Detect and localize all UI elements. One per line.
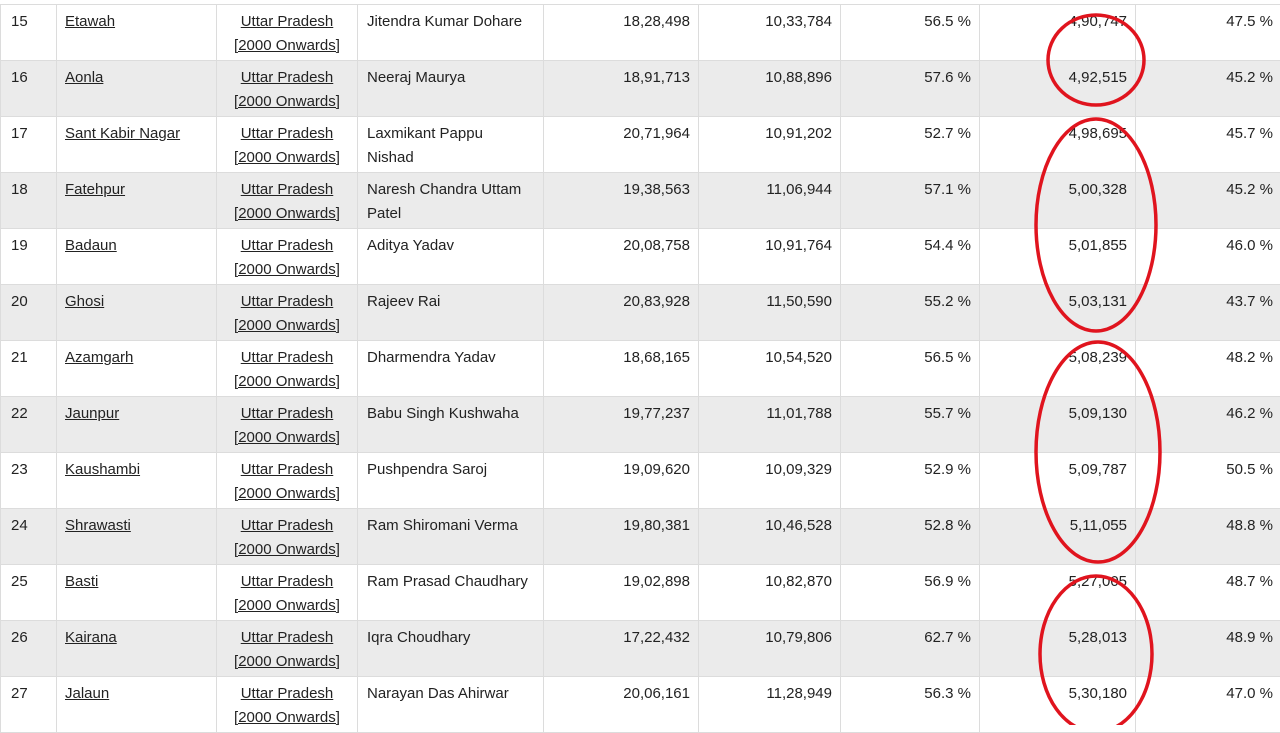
electors: 20,71,964 (544, 117, 698, 146)
rank-cell (1, 397, 57, 453)
state-link[interactable] (234, 685, 340, 726)
state-link[interactable] (234, 349, 340, 390)
table-row (1, 509, 1280, 565)
electors-cell (544, 285, 699, 341)
constituency-cell (57, 229, 217, 285)
voters: 10,79,806 (699, 621, 840, 650)
rank-cell (1, 229, 57, 285)
constituency-cell (57, 117, 217, 173)
electors-cell (544, 61, 699, 117)
voters: 10,33,784 (699, 5, 840, 34)
turnout: 56.5 % (841, 5, 979, 34)
rank-cell (1, 117, 57, 173)
electors-cell (544, 565, 699, 621)
vote-share-cell (1136, 173, 1280, 229)
turnout: 54.4 % (841, 229, 979, 258)
state-name: Uttar Pradesh (241, 125, 334, 142)
margin: 4,90,747 (980, 5, 1135, 34)
vote-share: 47.0 % (1136, 677, 1280, 706)
margin: 5,09,130 (980, 397, 1135, 426)
rank-cell (1, 677, 57, 733)
voters: 10,91,764 (699, 229, 840, 258)
mp-cell (358, 397, 544, 453)
turnout-cell (841, 285, 980, 341)
turnout-cell (841, 173, 980, 229)
mp-name-line: Aditya Yadav (367, 234, 535, 258)
mp-cell (358, 61, 544, 117)
mp-name (358, 5, 543, 34)
rank-cell (1, 61, 57, 117)
voters: 10,82,870 (699, 565, 840, 594)
margin: 5,28,013 (980, 621, 1135, 650)
electors-cell (544, 397, 699, 453)
constituency-link[interactable]: Aonla (65, 69, 103, 86)
table-row (1, 61, 1280, 117)
table-row (1, 397, 1280, 453)
electors-cell (544, 117, 699, 173)
mp-name-line: Pushpendra Saroj (367, 458, 535, 482)
electors: 18,91,713 (544, 61, 698, 90)
electors: 18,68,165 (544, 341, 698, 370)
rank-cell (1, 341, 57, 397)
table-body (1, 5, 1280, 733)
vote-share-cell (1136, 61, 1280, 117)
voters-cell (699, 621, 841, 677)
electors: 19,38,563 (544, 173, 698, 202)
turnout-cell (841, 5, 980, 61)
voters-cell (699, 173, 841, 229)
turnout-cell (841, 117, 980, 173)
table-row (1, 341, 1280, 397)
margin-cell (980, 397, 1136, 453)
turnout-cell (841, 397, 980, 453)
constituency-link[interactable]: Shrawasti (65, 517, 131, 534)
mp-name (358, 61, 543, 90)
rank-cell (1, 565, 57, 621)
state-name: Uttar Pradesh (241, 293, 334, 310)
turnout: 52.7 % (841, 117, 979, 146)
mp-name (358, 565, 543, 594)
state-name: Uttar Pradesh (241, 517, 334, 534)
table-row (1, 565, 1280, 621)
state-period: [2000 Onwards] (234, 93, 340, 110)
voters-cell (699, 341, 841, 397)
vote-share-cell (1136, 453, 1280, 509)
rank: 24 (1, 509, 56, 538)
mp-name (358, 621, 543, 650)
constituency-link[interactable]: Etawah (65, 13, 115, 30)
voters: 11,06,944 (699, 173, 840, 202)
electors-cell (544, 173, 699, 229)
vote-share-cell (1136, 509, 1280, 565)
electors-cell (544, 341, 699, 397)
electors-cell (544, 677, 699, 733)
turnout-cell (841, 565, 980, 621)
state-period: [2000 Onwards] (234, 597, 340, 614)
constituency-link[interactable]: Azamgarh (65, 349, 133, 366)
vote-share-cell (1136, 5, 1280, 61)
constituency-cell (57, 565, 217, 621)
state-period: [2000 Onwards] (234, 149, 340, 166)
turnout-cell (841, 509, 980, 565)
state-link[interactable] (234, 69, 340, 110)
state-link[interactable] (234, 517, 340, 558)
state-cell (217, 453, 358, 509)
turnout: 56.5 % (841, 341, 979, 370)
voters: 10,09,329 (699, 453, 840, 482)
margin: 5,11,055 (980, 509, 1135, 538)
table-row (1, 117, 1280, 173)
state-cell (217, 117, 358, 173)
electors-cell (544, 229, 699, 285)
turnout-cell (841, 621, 980, 677)
mp-name-line: Ram Prasad Chaudhary (367, 570, 535, 594)
rank: 18 (1, 173, 56, 202)
margin: 4,98,695 (980, 117, 1135, 146)
voters: 11,28,949 (699, 677, 840, 706)
constituency-link[interactable]: Fatehpur (65, 181, 125, 198)
margin-cell (980, 677, 1136, 733)
state-period: [2000 Onwards] (234, 541, 340, 558)
rank: 20 (1, 285, 56, 314)
constituency-cell (57, 173, 217, 229)
mp-name (358, 453, 543, 482)
mp-cell (358, 117, 544, 173)
mp-cell (358, 509, 544, 565)
state-name: Uttar Pradesh (241, 685, 334, 702)
rank: 16 (1, 61, 56, 90)
mp-name (358, 677, 543, 706)
constituency-link[interactable]: Kaushambi (65, 461, 140, 478)
voters: 10,54,520 (699, 341, 840, 370)
electors: 19,80,381 (544, 509, 698, 538)
constituency-cell (57, 285, 217, 341)
rank: 17 (1, 117, 56, 146)
margin: 5,09,787 (980, 453, 1135, 482)
vote-share: 48.2 % (1136, 341, 1280, 370)
constituency-cell (57, 509, 217, 565)
vote-share: 46.0 % (1136, 229, 1280, 258)
state-link[interactable] (234, 629, 340, 670)
voters-cell (699, 565, 841, 621)
voters: 11,50,590 (699, 285, 840, 314)
state-period: [2000 Onwards] (234, 429, 340, 446)
table-row (1, 173, 1280, 229)
margin-cell (980, 61, 1136, 117)
turnout: 62.7 % (841, 621, 979, 650)
rank-cell (1, 173, 57, 229)
electors: 19,09,620 (544, 453, 698, 482)
turnout: 52.9 % (841, 453, 979, 482)
margin-cell (980, 565, 1136, 621)
constituency-cell (57, 61, 217, 117)
vote-share-cell (1136, 285, 1280, 341)
constituency-cell (57, 453, 217, 509)
rank: 26 (1, 621, 56, 650)
voters-cell (699, 677, 841, 733)
state-name: Uttar Pradesh (241, 237, 334, 254)
state-period: [2000 Onwards] (234, 653, 340, 670)
mp-cell (358, 229, 544, 285)
rank: 22 (1, 397, 56, 426)
mp-name-line: Naresh Chandra Uttam (367, 178, 535, 202)
margin-cell (980, 453, 1136, 509)
vote-share: 48.9 % (1136, 621, 1280, 650)
state-period: [2000 Onwards] (234, 317, 340, 334)
state-period: [2000 Onwards] (234, 261, 340, 278)
turnout-cell (841, 341, 980, 397)
vote-share: 43.7 % (1136, 285, 1280, 314)
constituency-cell (57, 677, 217, 733)
mp-name (358, 173, 543, 226)
mp-cell (358, 173, 544, 229)
table-row (1, 677, 1280, 733)
table-row (1, 5, 1280, 61)
mp-name-line: Babu Singh Kushwaha (367, 402, 535, 426)
constituency-link[interactable]: Ghosi (65, 293, 104, 310)
constituency-link[interactable]: Badaun (65, 237, 117, 254)
state-link[interactable] (234, 293, 340, 334)
margin: 4,92,515 (980, 61, 1135, 90)
margin-cell (980, 621, 1136, 677)
mp-name-line: Nishad (367, 146, 535, 170)
voters: 11,01,788 (699, 397, 840, 426)
turnout-cell (841, 229, 980, 285)
state-cell (217, 5, 358, 61)
mp-name-line: Ram Shiromani Verma (367, 514, 535, 538)
mp-cell (358, 341, 544, 397)
state-link[interactable] (234, 405, 340, 446)
rank-cell (1, 285, 57, 341)
margin: 5,03,131 (980, 285, 1135, 314)
vote-share: 47.5 % (1136, 5, 1280, 34)
state-cell (217, 61, 358, 117)
vote-share-cell (1136, 565, 1280, 621)
rank-cell (1, 453, 57, 509)
mp-cell (358, 285, 544, 341)
state-period: [2000 Onwards] (234, 709, 340, 726)
vote-share: 48.8 % (1136, 509, 1280, 538)
margin-cell (980, 117, 1136, 173)
rank-cell (1, 509, 57, 565)
turnout: 55.7 % (841, 397, 979, 426)
turnout-cell (841, 677, 980, 733)
margin: 5,01,855 (980, 229, 1135, 258)
state-link[interactable] (234, 13, 340, 54)
margin: 5,27,005 (980, 565, 1135, 594)
state-link[interactable] (234, 237, 340, 278)
state-cell (217, 509, 358, 565)
mp-cell (358, 5, 544, 61)
state-name: Uttar Pradesh (241, 69, 334, 86)
vote-share-cell (1136, 229, 1280, 285)
rank: 25 (1, 565, 56, 594)
constituency-link[interactable]: Basti (65, 573, 98, 590)
mp-name-line: Laxmikant Pappu (367, 122, 535, 146)
rank: 23 (1, 453, 56, 482)
state-name: Uttar Pradesh (241, 349, 334, 366)
vote-share: 45.2 % (1136, 173, 1280, 202)
turnout-cell (841, 61, 980, 117)
mp-name-line: Patel (367, 202, 535, 226)
vote-share-cell (1136, 677, 1280, 733)
electors: 17,22,432 (544, 621, 698, 650)
mp-name-line: Rajeev Rai (367, 290, 535, 314)
turnout: 55.2 % (841, 285, 979, 314)
state-name: Uttar Pradesh (241, 181, 334, 198)
mp-cell (358, 453, 544, 509)
state-cell (217, 341, 358, 397)
margin: 5,08,239 (980, 341, 1135, 370)
vote-share: 50.5 % (1136, 453, 1280, 482)
constituency-link[interactable]: Jaunpur (65, 405, 119, 422)
state-name: Uttar Pradesh (241, 629, 334, 646)
table-row (1, 229, 1280, 285)
turnout: 57.1 % (841, 173, 979, 202)
vote-share-cell (1136, 341, 1280, 397)
margin-cell (980, 341, 1136, 397)
vote-share: 45.7 % (1136, 117, 1280, 146)
voters-cell (699, 61, 841, 117)
rank-cell (1, 5, 57, 61)
rank: 27 (1, 677, 56, 706)
state-name: Uttar Pradesh (241, 13, 334, 30)
electors: 19,02,898 (544, 565, 698, 594)
electors: 18,28,498 (544, 5, 698, 34)
margin: 5,00,328 (980, 173, 1135, 202)
constituency-link[interactable]: Jalaun (65, 685, 109, 702)
state-name: Uttar Pradesh (241, 573, 334, 590)
voters: 10,91,202 (699, 117, 840, 146)
turnout: 57.6 % (841, 61, 979, 90)
state-period: [2000 Onwards] (234, 373, 340, 390)
electors-cell (544, 621, 699, 677)
state-link[interactable] (234, 181, 340, 222)
voters-cell (699, 453, 841, 509)
electors-cell (544, 5, 699, 61)
electors: 20,83,928 (544, 285, 698, 314)
voters-cell (699, 285, 841, 341)
constituency-cell (57, 341, 217, 397)
mp-cell (358, 621, 544, 677)
turnout-cell (841, 453, 980, 509)
rank: 21 (1, 341, 56, 370)
mp-name (358, 285, 543, 314)
state-cell (217, 173, 358, 229)
vote-share-cell (1136, 621, 1280, 677)
margin-cell (980, 5, 1136, 61)
state-period: [2000 Onwards] (234, 205, 340, 222)
constituency-link[interactable]: Sant Kabir Nagar (65, 125, 180, 142)
state-period: [2000 Onwards] (234, 485, 340, 502)
voters-cell (699, 5, 841, 61)
table-row (1, 621, 1280, 677)
mp-name (358, 229, 543, 258)
constituency-cell (57, 5, 217, 61)
mp-cell (358, 677, 544, 733)
state-link[interactable] (234, 461, 340, 502)
voters: 10,88,896 (699, 61, 840, 90)
state-cell (217, 285, 358, 341)
voters-cell (699, 117, 841, 173)
mp-name (358, 341, 543, 370)
vote-share: 45.2 % (1136, 61, 1280, 90)
state-name: Uttar Pradesh (241, 405, 334, 422)
mp-cell (358, 565, 544, 621)
voters-cell (699, 229, 841, 285)
state-period: [2000 Onwards] (234, 37, 340, 54)
constituency-cell (57, 621, 217, 677)
mp-name-line: Narayan Das Ahirwar (367, 682, 535, 706)
table-row (1, 285, 1280, 341)
mp-name (358, 509, 543, 538)
margin-cell (980, 509, 1136, 565)
state-cell (217, 565, 358, 621)
voters-cell (699, 397, 841, 453)
electors: 20,08,758 (544, 229, 698, 258)
state-cell (217, 229, 358, 285)
voters-cell (699, 509, 841, 565)
mp-name-line: Iqra Choudhary (367, 626, 535, 650)
rank-cell (1, 621, 57, 677)
electors-cell (544, 509, 699, 565)
state-cell (217, 621, 358, 677)
state-cell (217, 677, 358, 733)
table-row (1, 453, 1280, 509)
state-link[interactable] (234, 573, 340, 614)
turnout: 52.8 % (841, 509, 979, 538)
state-cell (217, 397, 358, 453)
electors-cell (544, 453, 699, 509)
vote-share-cell (1136, 117, 1280, 173)
mp-name (358, 397, 543, 426)
state-link[interactable] (234, 125, 340, 166)
electors: 20,06,161 (544, 677, 698, 706)
mp-name-line: Jitendra Kumar Dohare (367, 10, 535, 34)
vote-share-cell (1136, 397, 1280, 453)
voters: 10,46,528 (699, 509, 840, 538)
margin-cell (980, 285, 1136, 341)
mp-name-line: Dharmendra Yadav (367, 346, 535, 370)
rank: 19 (1, 229, 56, 258)
mp-name-line: Neeraj Maurya (367, 66, 535, 90)
state-name: Uttar Pradesh (241, 461, 334, 478)
electors: 19,77,237 (544, 397, 698, 426)
rank: 15 (1, 5, 56, 34)
vote-share: 46.2 % (1136, 397, 1280, 426)
mp-name (358, 117, 543, 170)
constituency-link[interactable]: Kairana (65, 629, 117, 646)
turnout: 56.9 % (841, 565, 979, 594)
turnout: 56.3 % (841, 677, 979, 706)
margin-cell (980, 229, 1136, 285)
margin: 5,30,180 (980, 677, 1135, 706)
margin-cell (980, 173, 1136, 229)
vote-share: 48.7 % (1136, 565, 1280, 594)
constituency-table (0, 4, 1280, 733)
constituency-cell (57, 397, 217, 453)
